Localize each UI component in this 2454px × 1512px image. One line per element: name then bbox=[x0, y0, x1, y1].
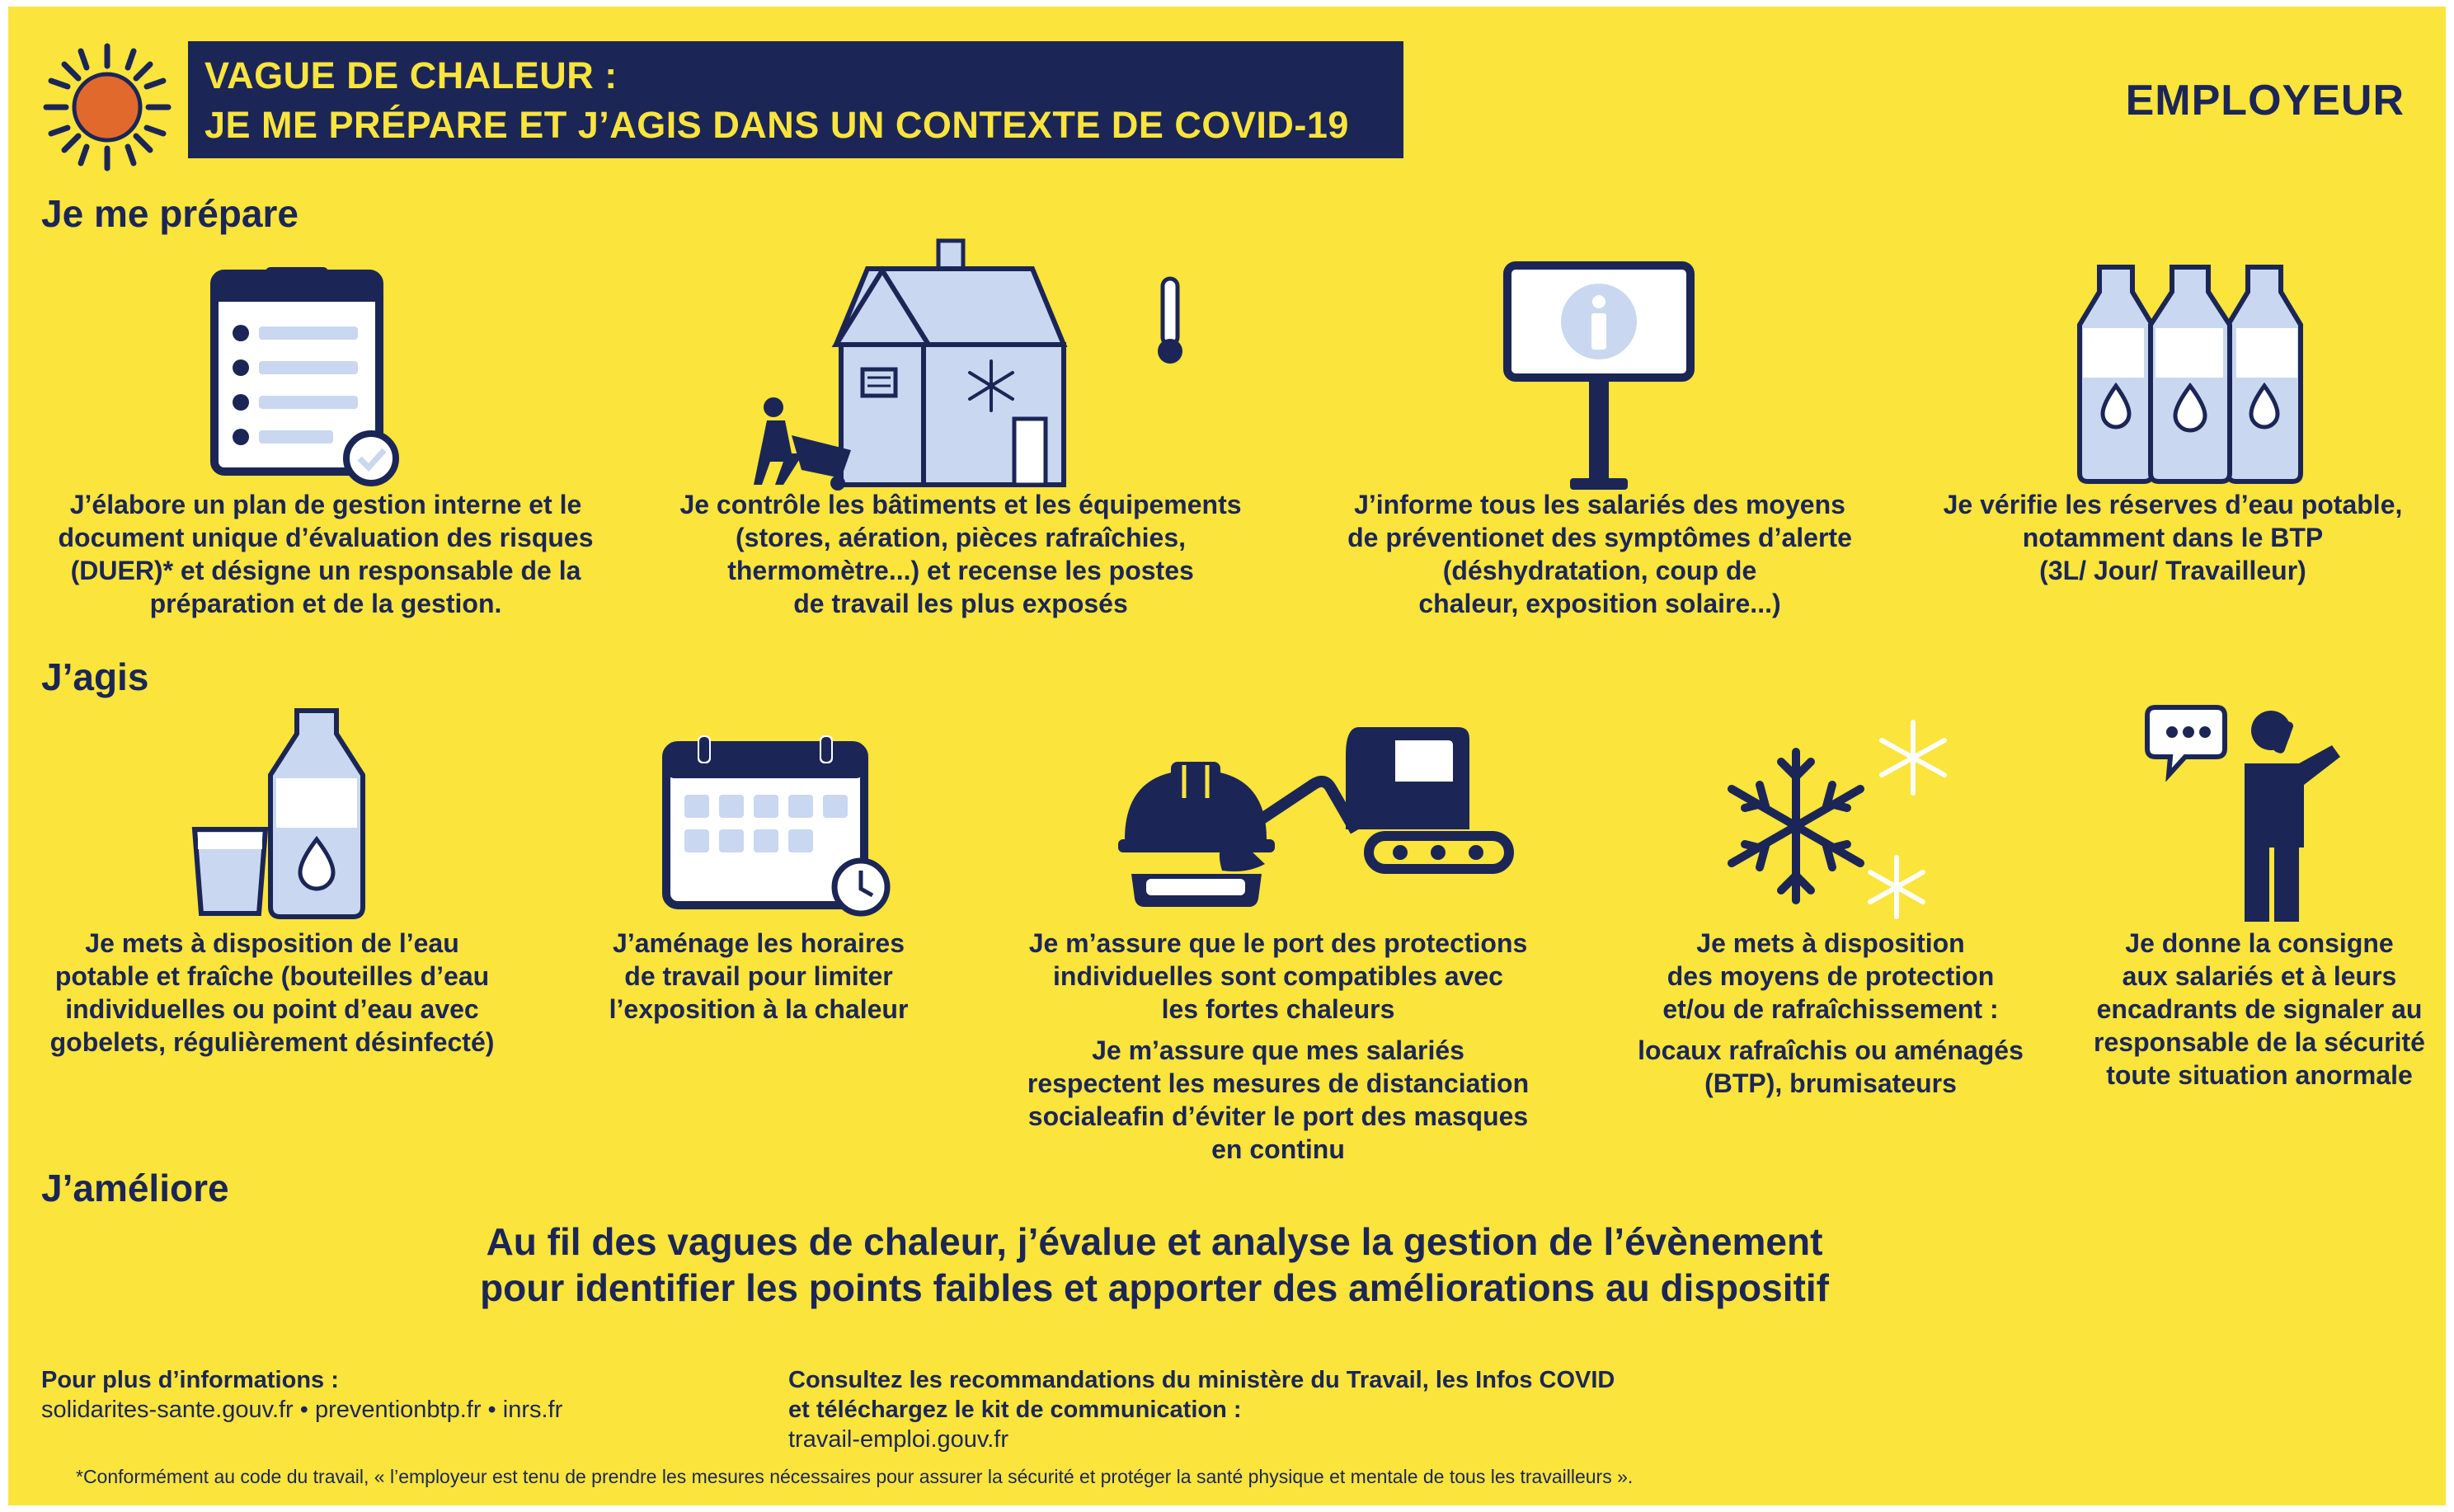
water-bottles-icon bbox=[2075, 262, 2322, 485]
caption-line: J’informe tous les salariés des moyens bbox=[1354, 490, 1845, 519]
caption-line: document unique d’évaluation des risques bbox=[58, 523, 594, 552]
caption-line: (BTP), brumisateurs bbox=[1704, 1068, 1957, 1098]
prepare-caption-4 bbox=[1905, 488, 2441, 587]
improve-line: Au fil des vagues de chaleur, j’évalue et analyse la gestion de l’évènement bbox=[486, 1220, 1823, 1263]
section-title-act: J’agis bbox=[41, 655, 149, 698]
caption-spacer bbox=[981, 1026, 1575, 1034]
consult-line-2: et téléchargez le kit de communication : bbox=[788, 1397, 1242, 1423]
caption-line: Je vérifie les réserves d’eau potable, bbox=[1943, 490, 2403, 519]
caption-line: aux salariés et à leurs bbox=[2122, 961, 2397, 991]
caption-line: (stores, aération, pièces rafraîchies, bbox=[735, 523, 1187, 552]
consult-line-1: Consultez les recommandations du ministère du Travail, les Infos COVID bbox=[788, 1367, 1615, 1393]
caption-line: Je donne la consigne bbox=[2125, 928, 2394, 958]
caption-line: responsable de la sécurité bbox=[2094, 1027, 2425, 1057]
improve-line: pour identifier les points faibles et apporter des améliorations au dispositif bbox=[480, 1266, 1829, 1309]
caption-spacer bbox=[1600, 1026, 2061, 1034]
section-title-prepare: Je me prépare bbox=[41, 192, 299, 235]
title-banner bbox=[188, 41, 1403, 158]
caption-line: notamment dans le BTP bbox=[2022, 523, 2324, 552]
caption-line: locaux rafraîchis ou aménagés bbox=[1638, 1035, 2024, 1065]
caption-line: J’élabore un plan de gestion interne et le bbox=[69, 490, 582, 519]
act-caption-4 bbox=[1600, 927, 2061, 1100]
caption-line: (déshydratation, coup de bbox=[1442, 556, 1757, 585]
more-info-links[interactable]: solidarites-sante.gouv.fr • preventionbtp.fr • inrs.fr bbox=[41, 1397, 563, 1423]
act-caption-3 bbox=[981, 927, 1575, 1166]
caption-line: (DUER)* et désigne un responsable de la bbox=[70, 556, 581, 585]
caption-line: Je m’assure que le port des protections bbox=[1028, 928, 1528, 958]
caption-line: gobelets, régulièrement désinfecté) bbox=[49, 1027, 495, 1057]
title-line-1: VAGUE DE CHALEUR : bbox=[204, 54, 618, 96]
caption-line: J’aménage les horaires bbox=[613, 928, 905, 958]
act-caption-1 bbox=[25, 927, 519, 1059]
calendar-clock-icon bbox=[660, 730, 899, 920]
consult-block bbox=[788, 1365, 1615, 1454]
consult-link[interactable]: travail-emploi.gouv.fr bbox=[788, 1426, 1009, 1453]
audience-label: EMPLOYEUR bbox=[2125, 77, 2405, 124]
caption-line: thermomètre...) et recense les postes bbox=[727, 556, 1194, 585]
sun-icon bbox=[41, 41, 173, 173]
clipboard-checklist-icon bbox=[208, 267, 406, 490]
caption-line: de travail les plus exposés bbox=[793, 589, 1128, 618]
caption-line: des moyens de protection bbox=[1667, 961, 1995, 991]
caption-line: de travail pour limiter bbox=[624, 961, 893, 991]
caption-line: et/ou de rafraîchissement : bbox=[1662, 994, 1999, 1024]
legal-footnote: *Conformément au code du travail, « l’employeur est tenu de prendre les mesures nécessaires pour assurer la sécurité et protéger la santé physique et mentale de tous les travailleurs ». bbox=[76, 1466, 1634, 1487]
snowflakes-icon bbox=[1723, 719, 1971, 925]
caption-line: chaleur, exposition solaire...) bbox=[1418, 589, 1781, 618]
caption-line: Je m’assure que mes salariés bbox=[1092, 1035, 1464, 1065]
caption-line: potable et fraîche (bouteilles d’eau bbox=[54, 961, 490, 991]
caption-line: préparation et de la gestion. bbox=[149, 589, 502, 618]
prepare-caption-3 bbox=[1295, 488, 1905, 620]
caption-line: individuelles sont compatibles avec bbox=[1053, 961, 1503, 991]
caption-line: Je contrôle les bâtiments et les équipements bbox=[679, 490, 1242, 519]
caption-line: en continu bbox=[1211, 1134, 1345, 1164]
person-phone-speech-icon bbox=[2147, 702, 2353, 925]
title-line-2: JE ME PRÉPARE ET J’AGIS DANS UN CONTEXTE DE COVID-19 bbox=[204, 104, 1349, 146]
section-title-improve: J’améliore bbox=[41, 1167, 229, 1209]
act-caption-2 bbox=[552, 927, 965, 1026]
water-glass-bottle-icon bbox=[188, 707, 394, 923]
prepare-caption-2 bbox=[635, 488, 1286, 620]
improve-statement bbox=[256, 1219, 2053, 1311]
caption-line: l’exposition à la chaleur bbox=[609, 994, 909, 1024]
caption-line: (3L/ Jour/ Travailleur) bbox=[2039, 556, 2306, 585]
building-thermometer-icon bbox=[759, 237, 1187, 493]
act-caption-5 bbox=[2070, 927, 2446, 1092]
caption-line: respectent les mesures de distanciation bbox=[1027, 1068, 1530, 1098]
poster bbox=[8, 7, 2446, 1505]
prepare-caption-1 bbox=[16, 488, 635, 620]
caption-line: socialeafin d’éviter le port des masques bbox=[1027, 1101, 1529, 1131]
caption-line: Je mets à disposition bbox=[1696, 928, 1965, 958]
more-info-block bbox=[41, 1365, 562, 1425]
caption-line: individuelles ou point d’eau avec bbox=[65, 994, 479, 1024]
caption-line: Je mets à disposition de l’eau bbox=[85, 928, 459, 958]
helmet-goggles-excavator-icon bbox=[1118, 716, 1514, 913]
caption-line: les fortes chaleurs bbox=[1161, 994, 1395, 1024]
info-signboard-icon bbox=[1501, 259, 1699, 493]
more-info-label: Pour plus d’informations : bbox=[41, 1367, 339, 1393]
caption-line: encadrants de signaler au bbox=[2096, 994, 2423, 1024]
caption-line: de préventionet des symptômes d’alerte bbox=[1347, 523, 1852, 552]
caption-line: toute situation anormale bbox=[2106, 1060, 2413, 1090]
